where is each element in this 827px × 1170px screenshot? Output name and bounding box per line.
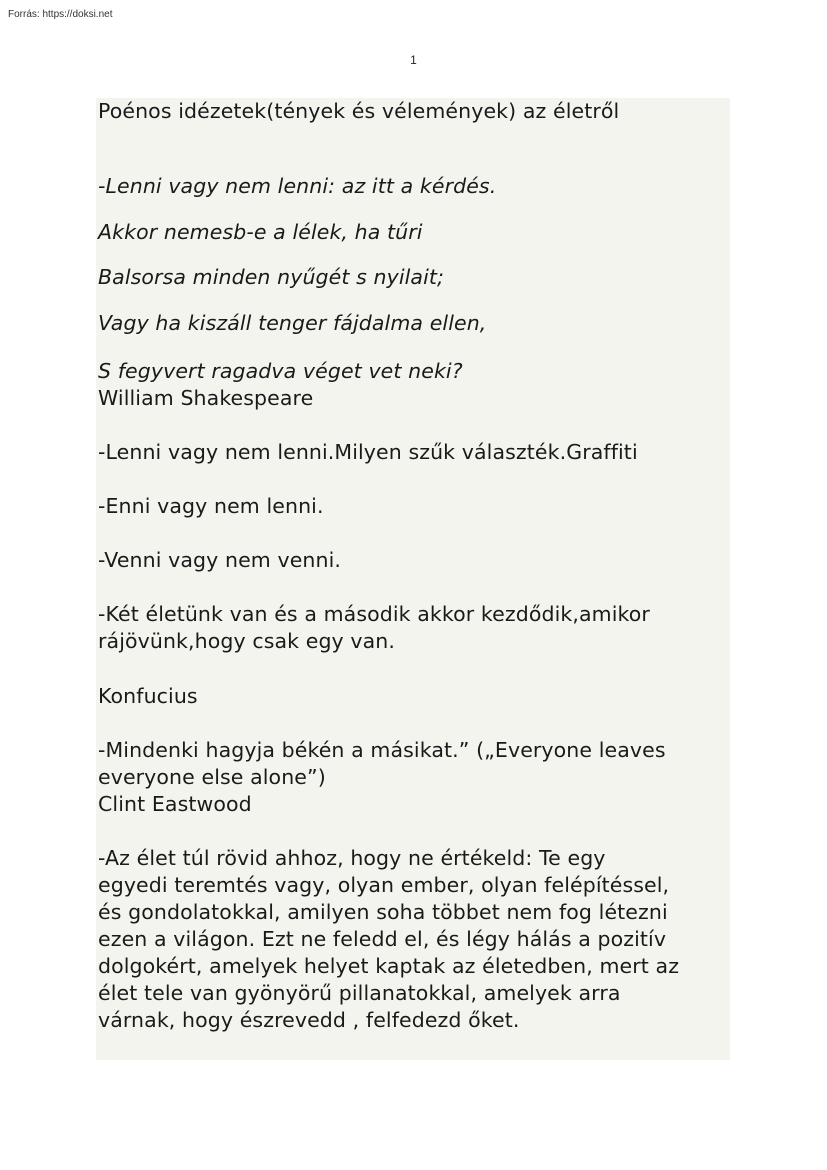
quote-elet-line: ezen a világon. Ezt ne feledd el, és légy hálás a pozitív: [98, 927, 667, 951]
document-body: [96, 98, 730, 1060]
quote-venni: -Venni vagy nem venni.: [98, 548, 342, 572]
author-shakespeare: William Shakespeare: [98, 386, 314, 410]
quote-elet-line: élet tele van gyönyörű pillanatokkal, amelyek arra: [98, 981, 621, 1005]
quote-elet-line: egyedi teremtés vagy, olyan ember, olyan felépítéssel,: [98, 873, 670, 897]
page-number: 1: [410, 53, 417, 67]
quote-enni: -Enni vagy nem lenni.: [98, 494, 324, 518]
quote-elet-line: -Az élet túl rövid ahhoz, hogy ne értékeld: Te egy: [98, 846, 606, 870]
quote-ket-eletunk-line: rájövünk,hogy csak egy van.: [98, 629, 396, 653]
hamlet-line: Akkor nemesb-e a lélek, ha tűri: [98, 220, 423, 244]
source-label: Forrás: https://doksi.net: [8, 9, 113, 20]
hamlet-line: Balsorsa minden nyűgét s nyilait;: [98, 265, 445, 289]
quote-elet-line: és gondolatokkal, amilyen soha többet nem fog létezni: [98, 900, 668, 924]
author-konfucius: Konfucius: [98, 684, 198, 708]
hamlet-line: -Lenni vagy nem lenni: az itt a kérdés.: [98, 174, 497, 198]
quote-graffiti: -Lenni vagy nem lenni.Milyen szűk választék.Graffiti: [98, 440, 638, 464]
author-eastwood: Clint Eastwood: [98, 792, 252, 816]
quote-elet-line: várnak, hogy észrevedd , felfedezd őket.: [98, 1008, 520, 1032]
quote-mindenki-line: -Mindenki hagyja békén a másikat.” („Everyone leaves: [98, 738, 666, 762]
quote-ket-eletunk-line: -Két életünk van és a második akkor kezdődik,amikor: [98, 602, 650, 626]
quote-elet-line: dolgokért, amelyek helyet kaptak az életedben, mert az: [98, 954, 680, 978]
hamlet-line: S fegyvert ragadva véget vet neki?: [98, 359, 463, 383]
document-title: Poénos idézetek(tények és vélemények) az életről: [98, 99, 620, 123]
quote-mindenki-line: everyone else alone”): [98, 765, 326, 789]
hamlet-line: Vagy ha kiszáll tenger fájdalma ellen,: [98, 311, 487, 335]
